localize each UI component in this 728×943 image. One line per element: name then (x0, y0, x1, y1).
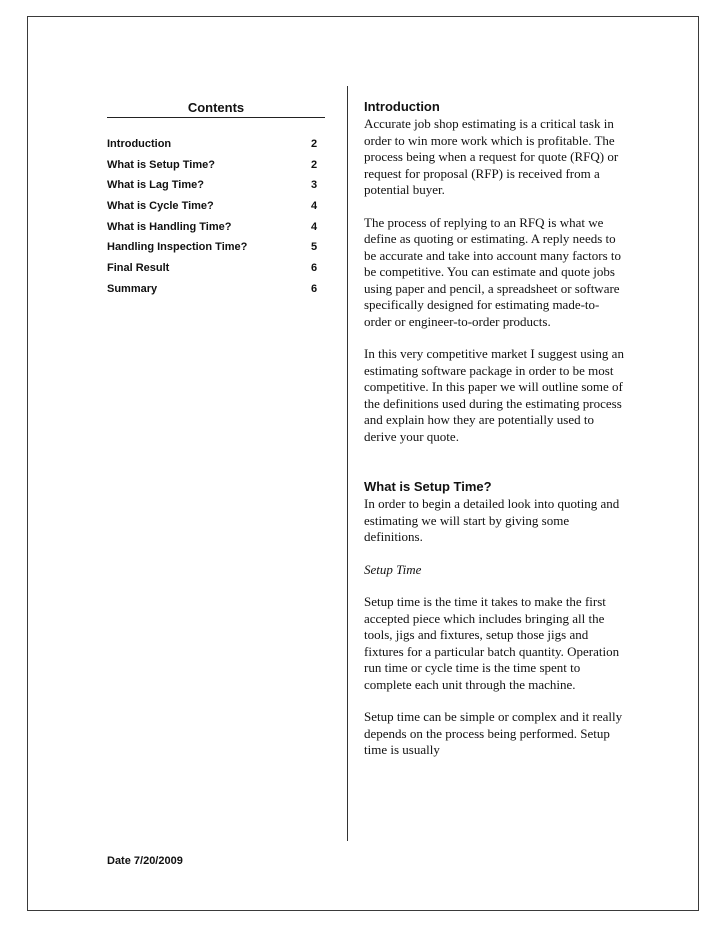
toc-entry-page: 2 (311, 138, 318, 150)
contents-title: Contents (187, 100, 245, 115)
toc-entry-lag-time[interactable] (107, 179, 325, 200)
document-date: Date 7/20/2009 (107, 855, 183, 867)
setup-time-paragraph: Setup time can be simple or complex and it really depends on the process being performed. Setup time is usually (364, 709, 623, 757)
introduction-heading: Introduction (364, 99, 440, 114)
toc-entry-page: 5 (311, 241, 318, 254)
toc-entry-label: Final Result (107, 262, 170, 275)
toc-entry-page: 4 (311, 200, 318, 213)
toc-entry-page: 6 (311, 262, 318, 275)
setup-time-paragraph: Setup time is the time it takes to make the first accepted piece which includes bringing all the tools, jigs and fixtures, setup those jigs and fixtures for a particular batch quantity. Operation run time or cycle time is the time spent to complete each unit through the machine. (364, 594, 620, 692)
toc-entry-page: 2 (311, 158, 318, 171)
setup-time-intro: In order to begin a detailed look into quoting and estimating we will start by giving some definitions. (364, 496, 620, 544)
introduction-paragraph: In this very competitive market I suggest using an estimating software package in order to be most competitive. In this paper we will outline some of the definitions used during the estimating process and explain how they are potentially used to derive your quote. (364, 346, 624, 444)
contents-underline (107, 117, 325, 118)
toc-entry-page: 6 (311, 282, 318, 295)
toc-entry-label: Handling Inspection Time? (107, 241, 248, 254)
toc-entry-setup-time[interactable] (107, 159, 325, 180)
main-content (364, 98, 626, 759)
column-divider (347, 86, 348, 841)
toc-entry-summary[interactable] (107, 283, 325, 304)
toc-entry-label: What is Cycle Time? (107, 200, 214, 213)
toc-entry-final-result[interactable] (107, 262, 325, 283)
toc-entry-label: What is Lag Time? (107, 179, 204, 192)
toc-entry-handling-time[interactable] (107, 221, 325, 242)
toc-entry-page: 4 (311, 220, 318, 233)
toc-entry-label: Summary (107, 282, 158, 295)
table-of-contents (107, 138, 325, 304)
toc-entry-cycle-time[interactable] (107, 200, 325, 221)
toc-entry-label: What is Handling Time? (107, 220, 232, 233)
toc-entry-inspection-time[interactable] (107, 241, 325, 262)
introduction-paragraph: Accurate job shop estimating is a critical task in order to win more work which is profitable. The process being when a request for quote (RFQ) or request for proposal (RFP) is received from a potential buyer. (364, 116, 619, 197)
toc-entry-introduction[interactable] (107, 138, 325, 159)
setup-time-subheading: Setup Time (364, 561, 422, 577)
toc-entry-page: 3 (311, 179, 318, 192)
setup-time-heading: What is Setup Time? (364, 479, 492, 494)
toc-entry-label: What is Setup Time? (107, 158, 215, 171)
introduction-paragraph: The process of replying to an RFQ is what we define as quoting or estimating. A reply needs to be accurate and take into account many factors to be competitive. You can estimate and quote jobs using paper and pencil, a spreadsheet or software specifically designed for estimating made-to-order or engineer-to-order products. (364, 214, 621, 329)
toc-entry-label: Introduction (107, 138, 172, 150)
